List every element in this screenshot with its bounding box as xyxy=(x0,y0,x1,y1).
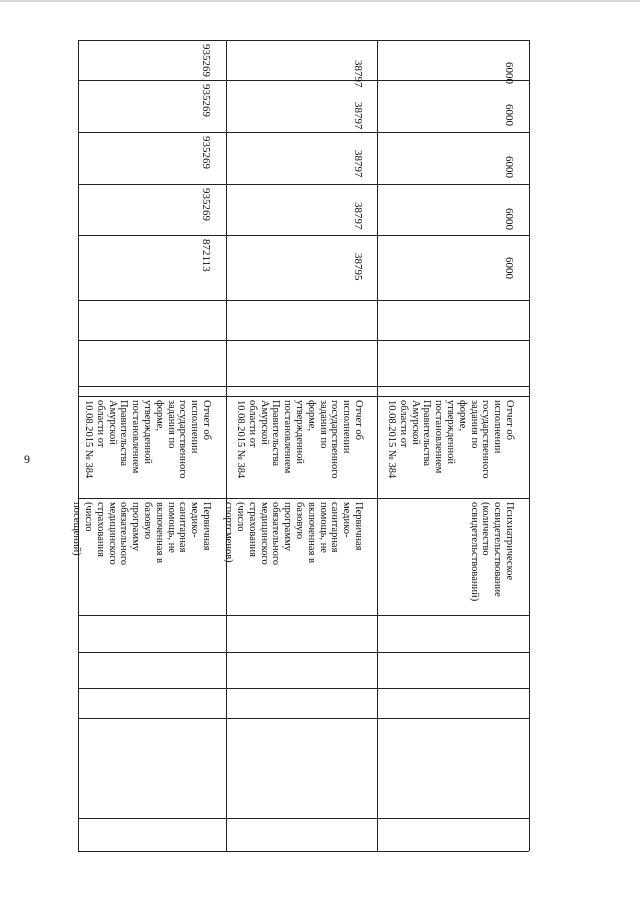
report-source: Отчет об исполнении государственного задания по форме, утвержденной постановлением Правительства Амурской области от 10.08.2015 № 384 xyxy=(386,400,515,479)
report-source: Отчет об исполнении государственного задания по форме, утвержденной постановлением Правительства Амурской области от 10.08.2015 № 384 xyxy=(83,400,212,479)
value-cell: 935269 xyxy=(200,136,212,169)
value-cell: 935269 xyxy=(200,188,212,221)
table-row xyxy=(71,0,226,905)
value-cell: 38797 xyxy=(352,60,364,88)
value-cell: 935269 xyxy=(200,44,212,77)
service-name: Психиатрическое освидетельствование (количество освидетельствований) xyxy=(468,502,515,602)
value-cell: 38797 xyxy=(352,150,364,178)
value-cell: 6000 xyxy=(503,208,515,230)
value-cell: 38795 xyxy=(352,253,364,281)
value-cell: 6000 xyxy=(503,62,515,84)
service-name: Первичная медико- санитарная помощь, не включенная в базовую программу обязательного медицинского страхования (число спортсменов) xyxy=(223,502,364,566)
report-source: Отчет об исполнении государственного задания по форме, утвержденной постановлением Правительства Амурской области от 10.08.2015 № 384 xyxy=(235,400,364,479)
value-cell: 38797 xyxy=(352,202,364,230)
page-number: 9 xyxy=(24,452,30,466)
service-name: Первичная медико- санитарная помощь, не включенная в базовую программу обязательного медицинского страхования (число посещений) xyxy=(71,502,212,566)
table-row xyxy=(223,0,377,905)
value-cell: 6000 xyxy=(503,156,515,178)
table-border-right xyxy=(529,40,530,851)
value-cell: 6000 xyxy=(503,257,515,279)
value-cell: 935269 xyxy=(200,84,212,117)
value-cell: 872113 xyxy=(200,239,212,272)
table-row xyxy=(377,0,529,905)
value-cell: 38797 xyxy=(352,102,364,130)
value-cell: 6000 xyxy=(503,104,515,126)
